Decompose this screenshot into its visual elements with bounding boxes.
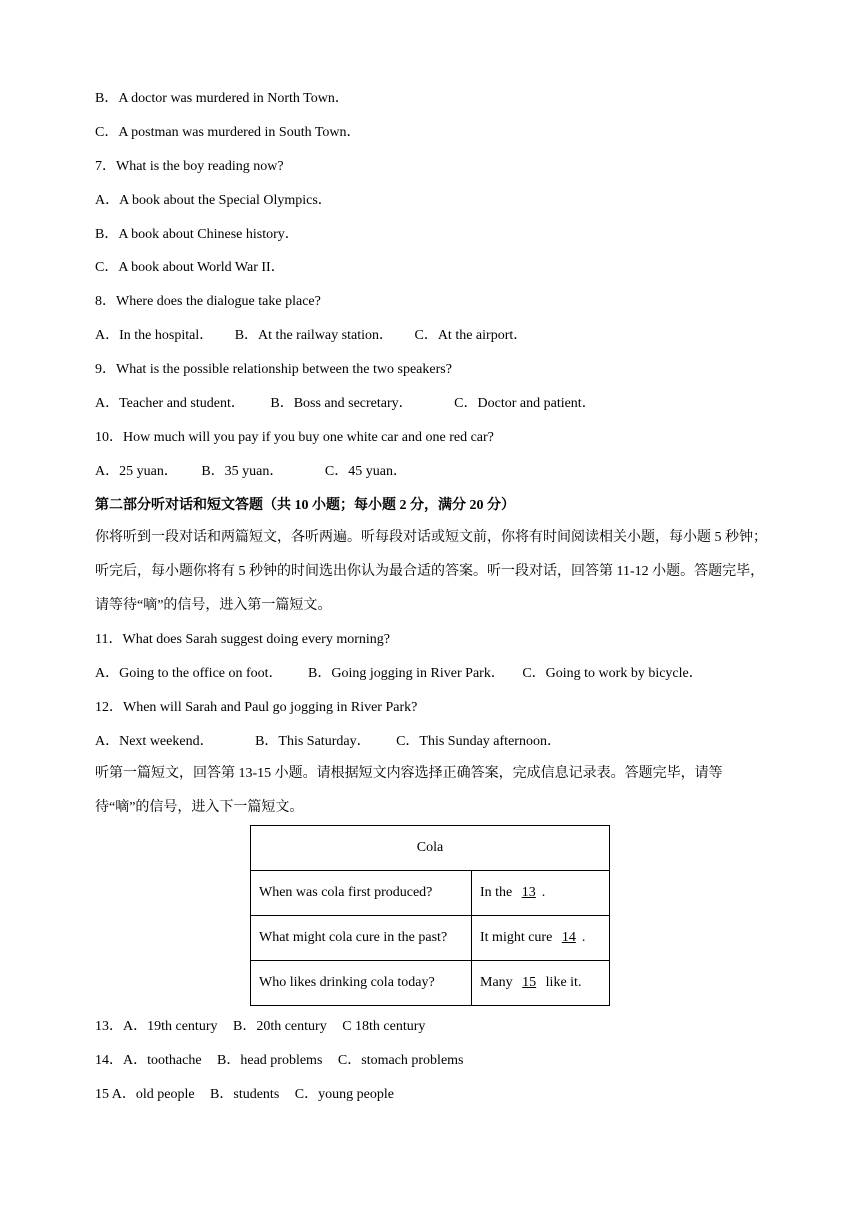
q12-option-a: A．Next weekend． xyxy=(95,734,214,749)
q12-question: 12．When will Sarah and Paul go jogging in River Park? xyxy=(95,700,418,715)
table-question: What might cola cure in the past? xyxy=(251,916,472,961)
q12-options xyxy=(95,732,775,752)
passage1-instructions: 听第一篇短文，回答第 13-15 小题。请根据短文内容选择正确答案，完成信息记录表。答题完毕，请等待“嘀”的信号，进入下一篇短文。 xyxy=(95,766,723,815)
q14-option-b: B．head problems xyxy=(217,1053,323,1068)
q7-option-c: C．A book about World War II． xyxy=(95,260,285,275)
table-question: When was cola first produced? xyxy=(251,871,472,916)
q10-option-b: B．35 yuan． xyxy=(201,464,284,479)
table-row xyxy=(251,916,610,961)
q9-option-b: B．Boss and secretary． xyxy=(270,396,413,411)
q9-option-a: A．Teacher and student． xyxy=(95,396,245,411)
answer-prefix: Many xyxy=(480,975,513,990)
q9-options xyxy=(95,394,775,414)
q10-option-a: A．25 yuan． xyxy=(95,464,178,479)
answer-suffix: . xyxy=(581,930,586,945)
q13-option-a: 13．A．19th century xyxy=(95,1019,218,1034)
table-row xyxy=(251,961,610,1006)
q8-options xyxy=(95,326,775,346)
q6-option-c: C．A postman was murdered in South Town． xyxy=(95,125,361,140)
q14-options xyxy=(95,1051,775,1071)
table-answer xyxy=(472,871,610,916)
q10-options xyxy=(95,462,775,482)
q11-option-c: C．Going to work by bicycle． xyxy=(522,666,703,681)
q8-option-a: A．In the hospital． xyxy=(95,328,214,343)
answer-prefix: It might cure xyxy=(480,930,553,945)
q13-options xyxy=(95,1017,775,1037)
q15-option-c: C．young people xyxy=(294,1087,394,1102)
q11-option-a: A．Going to the office on foot． xyxy=(95,666,283,681)
q12-option-b: B．This Saturday． xyxy=(255,734,371,749)
q11-option-b: B．Going jogging in River Park． xyxy=(308,666,505,681)
q11-question: 11．What does Sarah suggest doing every morning? xyxy=(95,632,390,647)
info-record-table xyxy=(250,825,610,1006)
q6-option-b: B．A doctor was murdered in North Town． xyxy=(95,91,349,106)
part2-heading: 第二部分听对话和短文答题（共 10 小题；每小题 2 分，满分 20 分） xyxy=(95,498,515,513)
q12-option-c: C．This Sunday afternoon． xyxy=(396,734,561,749)
q15-option-a: 15 A．old people xyxy=(95,1087,195,1102)
table-row xyxy=(251,871,610,916)
q8-question: 8．Where does the dialogue take place? xyxy=(95,294,321,309)
q10-option-c: C．45 yuan． xyxy=(324,464,407,479)
q9-option-c: C．Doctor and patient． xyxy=(454,396,596,411)
q15-option-b: B．students xyxy=(210,1087,280,1102)
q7-question: 7．What is the boy reading now? xyxy=(95,159,284,174)
answer-suffix: . xyxy=(541,885,546,900)
q13-option-c: C 18th century xyxy=(342,1019,426,1034)
q8-option-c: C．At the airport． xyxy=(414,328,528,343)
answer-suffix: like it. xyxy=(545,975,582,990)
answer-prefix: In the xyxy=(480,885,513,900)
answer-blank-15: 15 xyxy=(522,975,537,990)
part2-instructions: 你将听到一段对话和两篇短文，各听两遍。听每段对话或短文前，你将有时间阅读相关小题，每小题 5 秒钟；听完后，每小题你将有 5 秒钟的时间选出你认为最合适的答案。听一段对话，回答第 11-12 小题。答题完毕，请等待“嘀”的信号，进入第一篇短文。 xyxy=(95,530,767,613)
q15-options xyxy=(95,1085,775,1105)
table-answer xyxy=(472,961,610,1006)
q14-option-c: C．stomach problems xyxy=(337,1053,464,1068)
q8-option-b: B．At the railway station． xyxy=(234,328,393,343)
q14-option-a: 14．A．toothache xyxy=(95,1053,202,1068)
q7-option-b: B．A book about Chinese history． xyxy=(95,227,299,242)
table-answer xyxy=(472,916,610,961)
q11-options xyxy=(95,664,775,684)
q10-question: 10．How much will you pay if you buy one white car and one red car? xyxy=(95,430,494,445)
table-title: Cola xyxy=(251,826,610,871)
table-question: Who likes drinking cola today? xyxy=(251,961,472,1006)
answer-blank-13: 13 xyxy=(521,885,536,900)
q7-option-a: A．A book about the Special Olympics． xyxy=(95,193,332,208)
q9-question: 9．What is the possible relationship between the two speakers? xyxy=(95,362,452,377)
answer-blank-14: 14 xyxy=(561,930,576,945)
q13-option-b: B．20th century xyxy=(232,1019,327,1034)
